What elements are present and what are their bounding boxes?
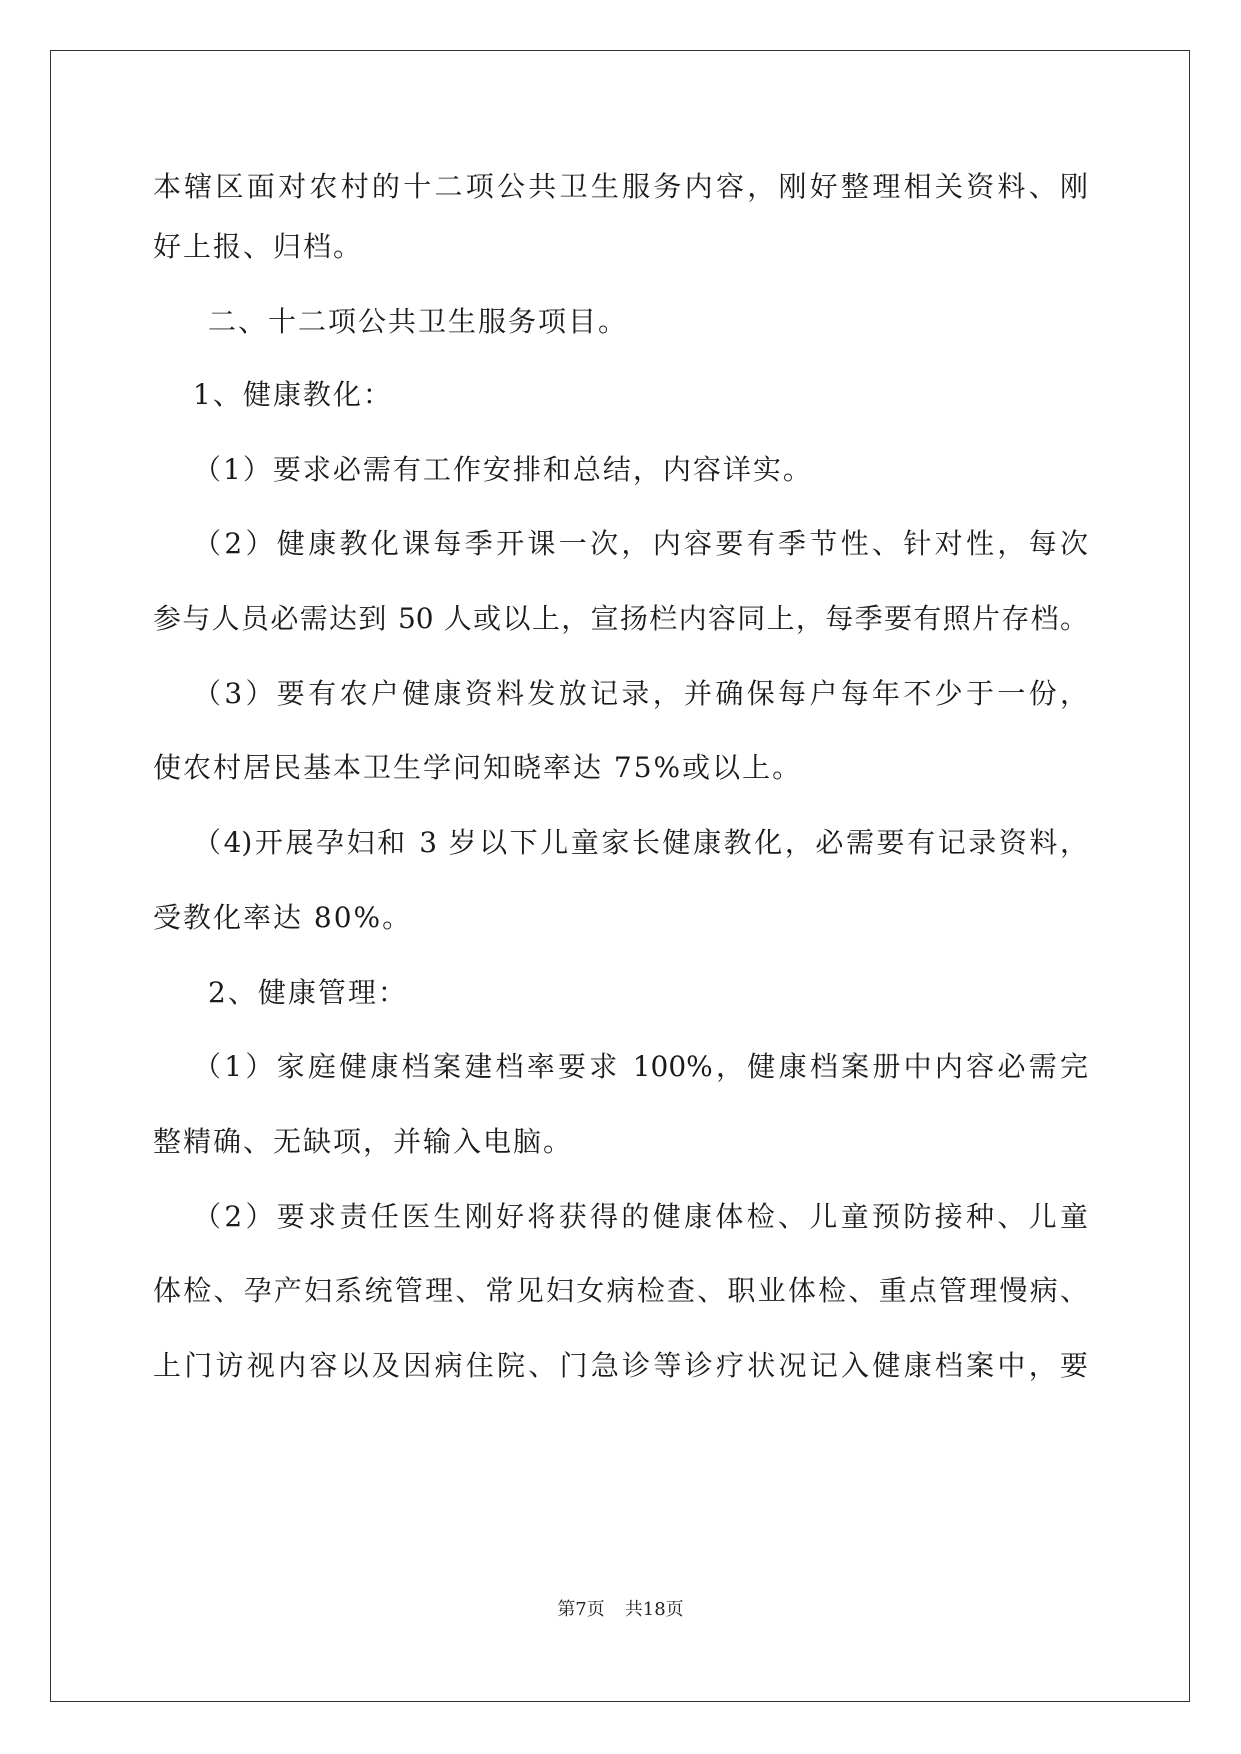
paragraph-line: 参与人员必需达到 50 人或以上，宣扬栏内容同上，每季要有照片存档。 xyxy=(153,602,1088,635)
paragraph-line: 本辖区面对农村的十二项公共卫生服务内容，刚好整理相关资料、刚 xyxy=(153,170,1088,203)
subsection-heading: 1、健康教化： xyxy=(193,378,393,411)
paragraph-line: （1）家庭健康档案建档率要求 100%，健康档案册中内容必需完 xyxy=(193,1050,1088,1083)
subsection-heading: 2、健康管理： xyxy=(208,976,408,1009)
page-number: 第7页 xyxy=(557,1599,605,1620)
paragraph-line: （2）要求责任医生刚好将获得的健康体检、儿童预防接种、儿童 xyxy=(193,1200,1088,1233)
paragraph-line: （4)开展孕妇和 3 岁以下儿童家长健康教化，必需要有记录资料， xyxy=(193,826,1088,859)
paragraph-line: （1）要求必需有工作安排和总结，内容详实。 xyxy=(193,453,813,486)
paragraph-line: （3）要有农户健康资料发放记录，并确保每户每年不少于一份， xyxy=(193,677,1088,710)
paragraph-line: （2）健康教化课每季开课一次，内容要有季节性、针对性，每次 xyxy=(193,527,1088,560)
paragraph-line: 受教化率达 80%。 xyxy=(153,901,413,934)
paragraph-line: 上门访视内容以及因病住院、门急诊等诊疗状况记入健康档案中，要 xyxy=(153,1349,1088,1382)
paragraph-line: 使农村居民基本卫生学问知晓率达 75%或以上。 xyxy=(153,751,803,784)
paragraph-line: 整精确、无缺项，并输入电脑。 xyxy=(153,1125,574,1158)
page-footer xyxy=(0,1598,1241,1622)
paragraph-line: 体检、孕产妇系统管理、常见妇女病检查、职业体检、重点管理慢病、 xyxy=(153,1274,1088,1307)
section-heading: 二、十二项公共卫生服务项目。 xyxy=(208,305,629,338)
page-total: 共18页 xyxy=(624,1599,684,1620)
paragraph-line: 好上报、归档。 xyxy=(153,230,364,263)
